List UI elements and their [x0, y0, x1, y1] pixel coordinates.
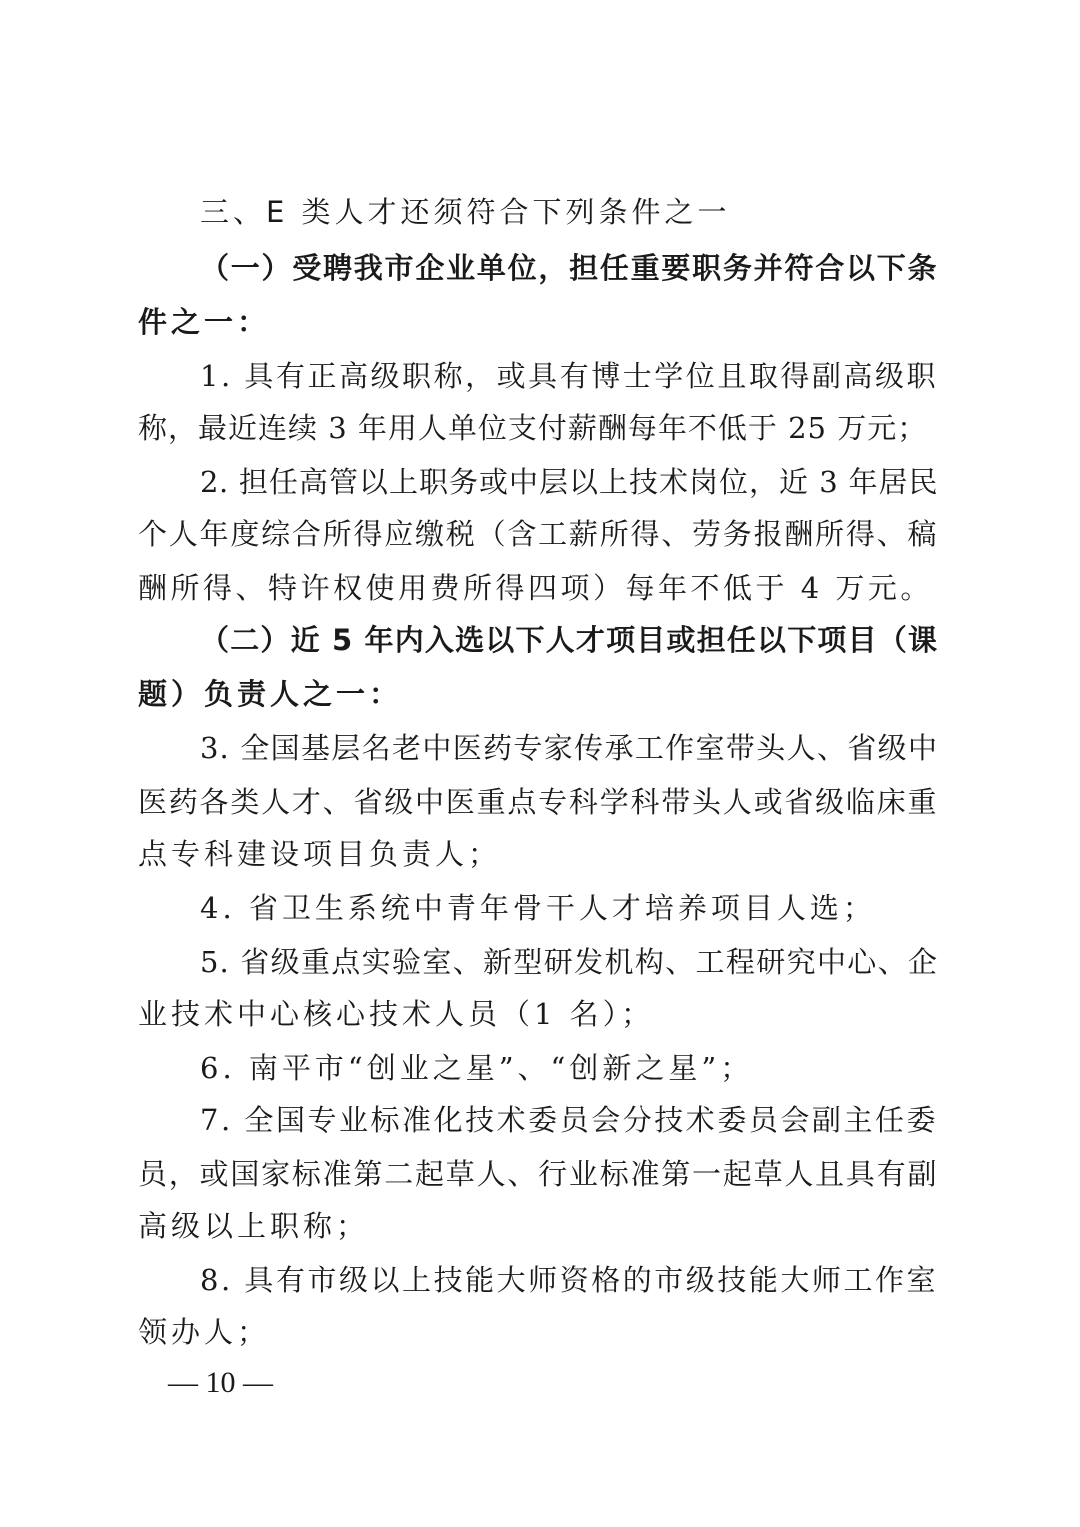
item-6-line-1: 6. 南平市“创业之星”、“创新之星”； — [200, 1051, 754, 1085]
item-7-line-2: 员，或国家标准第二起草人、行业标准第一起草人且具有副 — [138, 1157, 938, 1191]
subsection-2-title-line-2: 题）负责人之一： — [138, 677, 403, 711]
item-2-line-1: 2. 担任高管以上职务或中层以上技术岗位，近 3 年居民 — [200, 465, 938, 499]
item-5-line-2: 业技术中心核心技术人员（1 名）； — [138, 997, 655, 1031]
item-4-line-1: 4. 省卫生系统中青年骨干人才培养项目人选； — [200, 891, 876, 925]
item-7-line-1: 7. 全国专业标准化技术委员会分技术委员会副主任委 — [200, 1103, 938, 1137]
item-8-line-1: 8. 具有市级以上技能大师资格的市级技能大师工作室 — [200, 1263, 938, 1297]
item-7-line-3: 高级以上职称； — [138, 1209, 370, 1243]
item-1-line-2: 称，最近连续 3 年用人单位支付薪酬每年不低于 25 万元； — [138, 411, 928, 445]
section-heading: 三、E 类人才还须符合下列条件之一 — [200, 195, 731, 229]
item-2-line-3: 酬所得、特许权使用费所得四项）每年不低于 4 万元。 — [138, 571, 933, 605]
page-number: — 10 — — [168, 1366, 273, 1399]
item-3-line-2: 医药各类人才、省级中医重点专科学科带头人或省级临床重 — [138, 785, 938, 819]
item-1-line-1: 1. 具有正高级职称，或具有博士学位且取得副高级职 — [200, 359, 938, 393]
subsection-1-title-line-2: 件之一： — [138, 305, 271, 339]
item-3-line-3: 点专科建设项目负责人； — [138, 837, 502, 871]
item-5-line-1: 5. 省级重点实验室、新型研发机构、工程研究中心、企 — [200, 945, 938, 979]
subsection-1-title-line-1: （一）受聘我市企业单位，担任重要职务并符合以下条 — [200, 251, 938, 285]
item-2-line-2: 个人年度综合所得应缴税（含工薪所得、劳务报酬所得、稿 — [138, 517, 938, 551]
subsection-2-title-line-1: （二）近 5 年内入选以下人才项目或担任以下项目（课 — [200, 623, 938, 657]
item-8-line-2: 领办人； — [138, 1315, 271, 1349]
item-3-line-1: 3. 全国基层名老中医药专家传承工作室带头人、省级中 — [200, 731, 938, 765]
